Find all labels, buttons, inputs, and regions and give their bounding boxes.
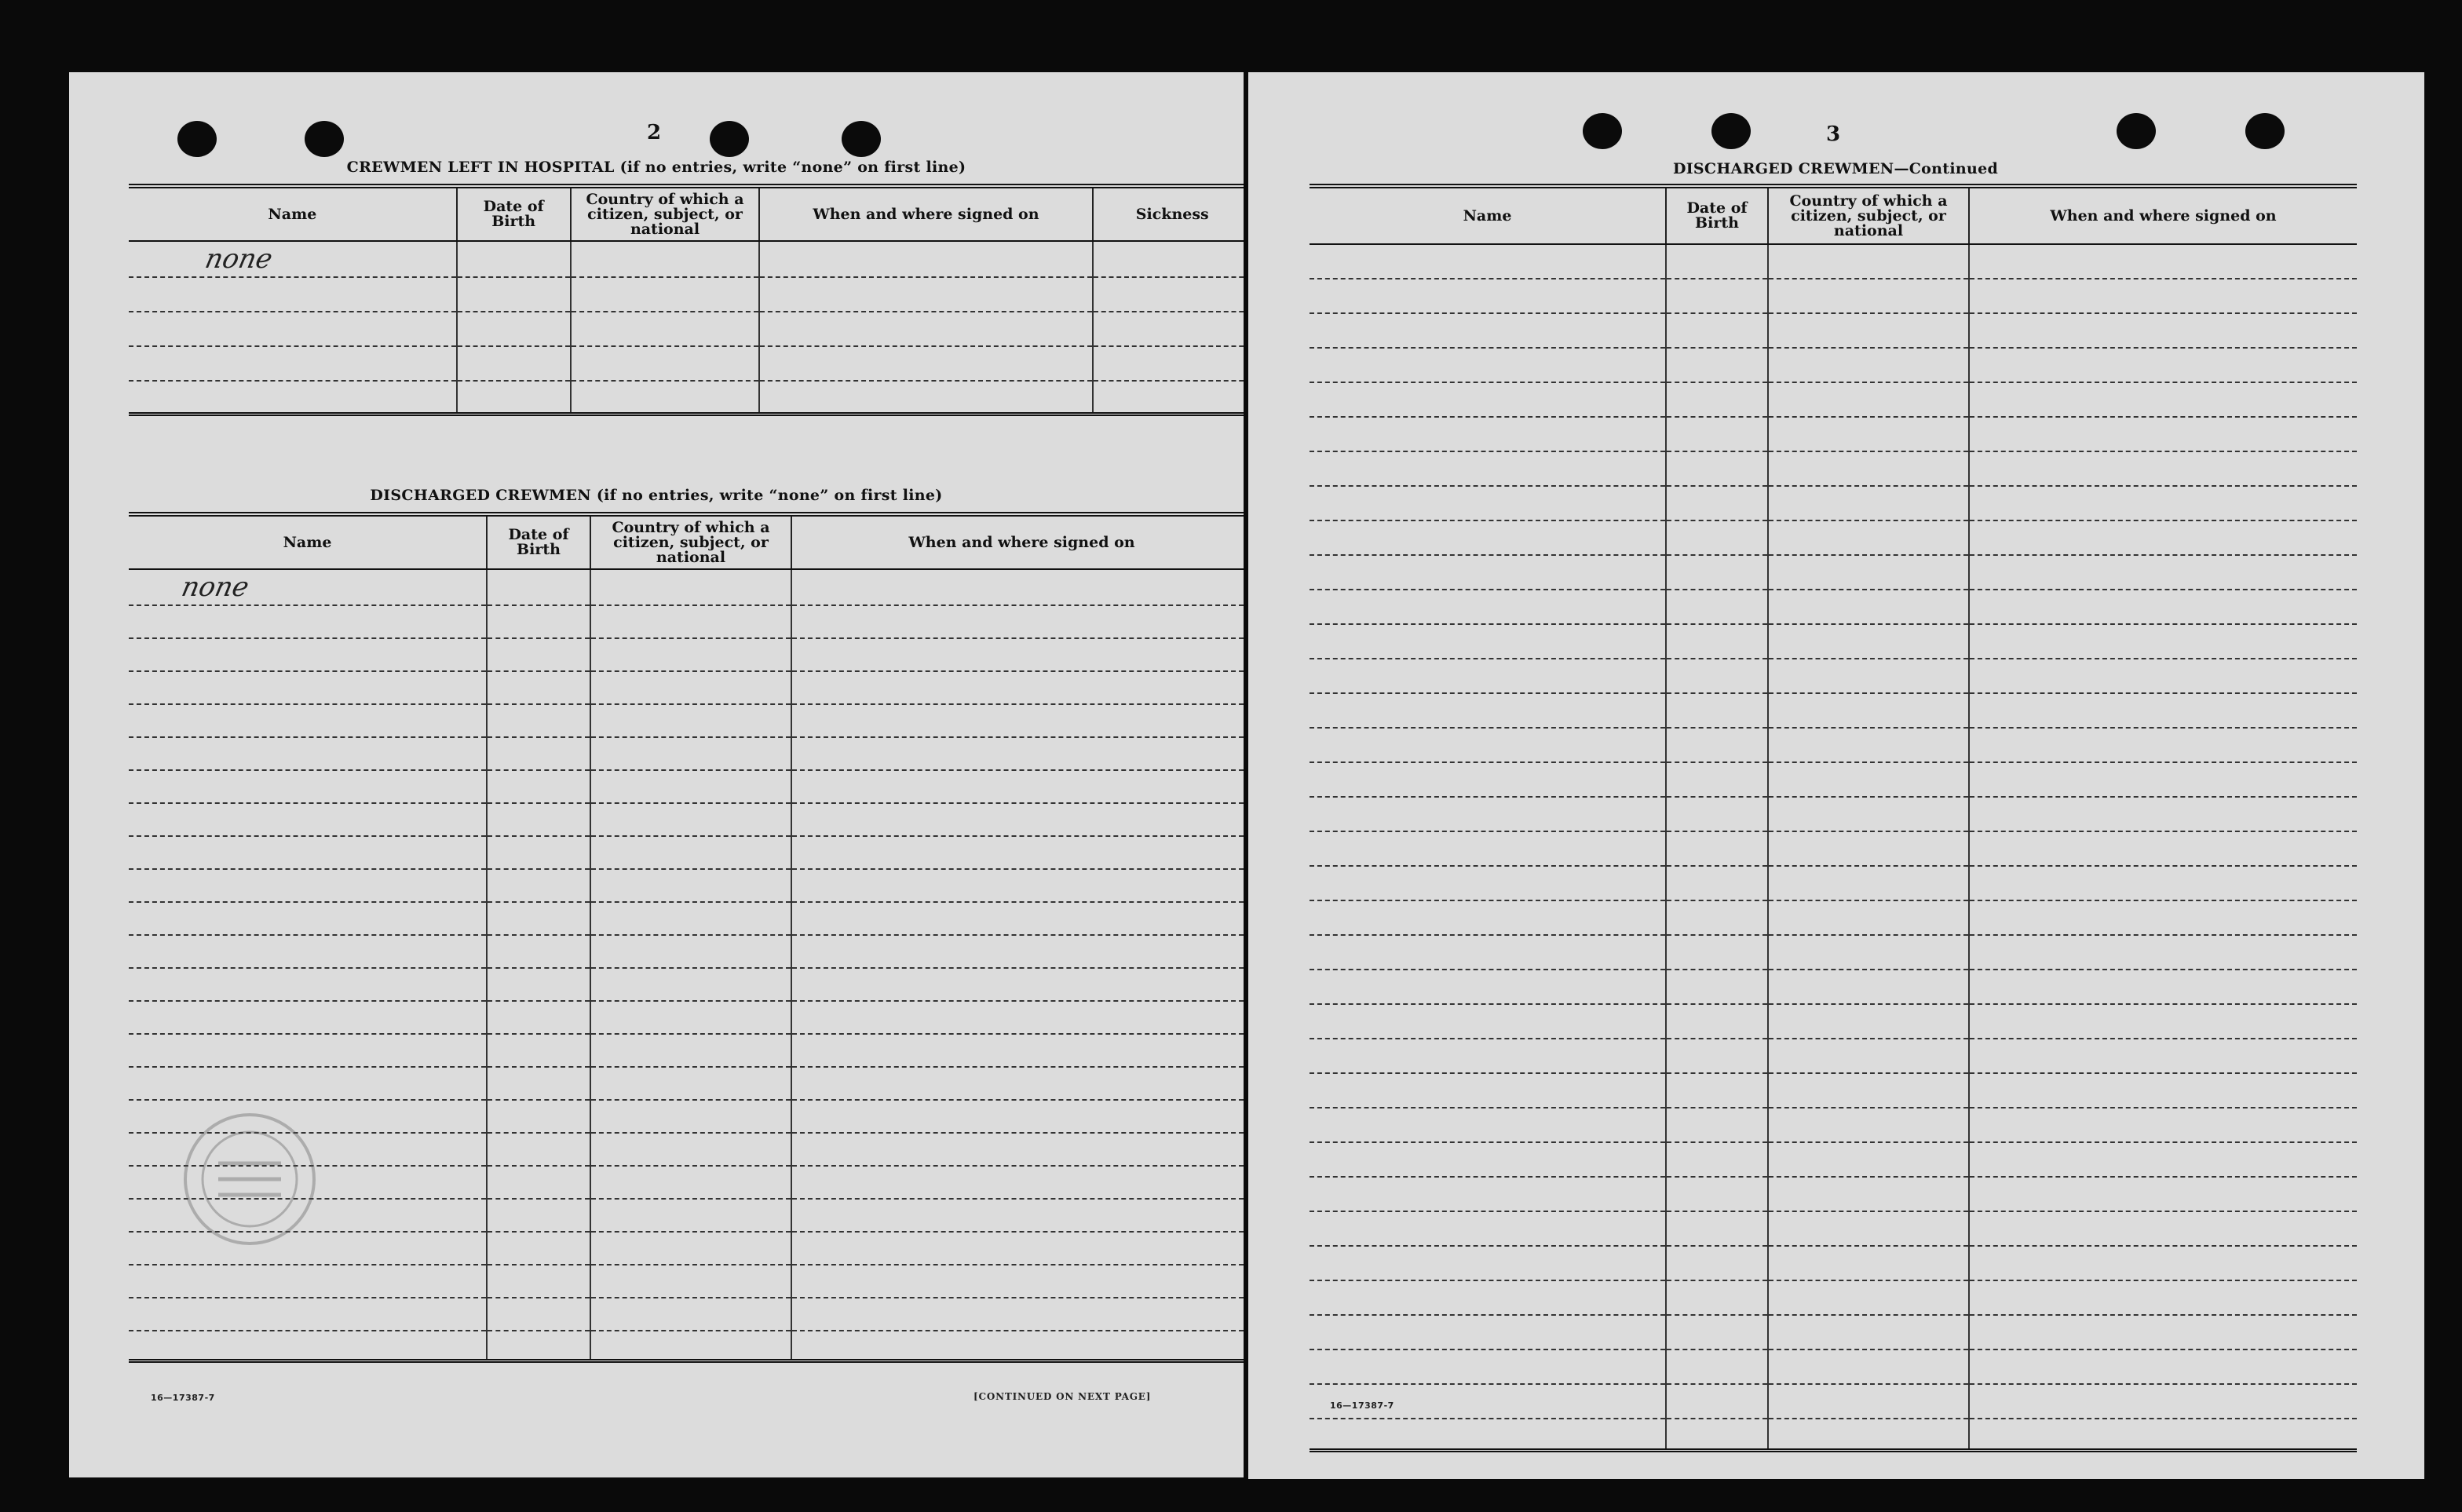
form-code: 16—17387-7 (151, 1393, 215, 1403)
punch-hole (177, 121, 217, 157)
column-header-date-of-birth: Date of Birth (457, 186, 571, 241)
hospital-section-title: CREWMEN LEFT IN HOSPITAL (if no entries, write “none” on first line) (346, 159, 966, 176)
punch-hole (842, 121, 881, 157)
column-header-signed-on: When and where signed on (759, 186, 1092, 241)
discharged-section-title: DISCHARGED CREWMEN (if no entries, write “none” on first line) (370, 487, 943, 504)
handwritten-entry: none (178, 572, 252, 603)
punch-hole (2245, 113, 2285, 149)
punch-hole (710, 121, 749, 157)
column-header-country: Country of which a citizen, subject, or national (571, 186, 760, 241)
column-header-country: Country of which a citizen, subject, or national (1768, 186, 1969, 244)
hospital-table (129, 184, 1244, 416)
column-header-country: Country of which a citizen, subject, or national (590, 514, 791, 569)
column-header-date-of-birth: Date of Birth (487, 514, 590, 569)
left-page (69, 72, 1244, 1477)
form-code: 16—17387-7 (1330, 1401, 1394, 1411)
table-cell (129, 241, 457, 277)
column-header-date-of-birth: Date of Birth (1666, 186, 1768, 244)
discharged-continued-title: DISCHARGED CREWMEN—Continued (1672, 160, 1999, 177)
table-cell (129, 569, 487, 605)
right-page (1248, 72, 2424, 1479)
column-header-sickness: Sickness (1093, 186, 1244, 241)
discharged-continued-table (1310, 184, 2357, 1452)
punch-hole (305, 121, 344, 157)
page-number: 3 (1826, 122, 1841, 146)
punch-hole (2117, 113, 2156, 149)
continued-note: [CONTINUED ON NEXT PAGE] (973, 1391, 1152, 1402)
column-header-name: Name (1310, 186, 1666, 244)
column-header-signed-on: When and where signed on (791, 514, 1244, 569)
column-header-name: Name (129, 514, 487, 569)
punch-hole (1711, 113, 1751, 149)
column-header-name: Name (129, 186, 457, 241)
punch-hole (1583, 113, 1622, 149)
page-number: 2 (647, 121, 662, 144)
handwritten-entry: none (202, 243, 276, 275)
faded-consular-stamp (179, 1108, 320, 1250)
column-header-signed-on: When and where signed on (1969, 186, 2357, 244)
